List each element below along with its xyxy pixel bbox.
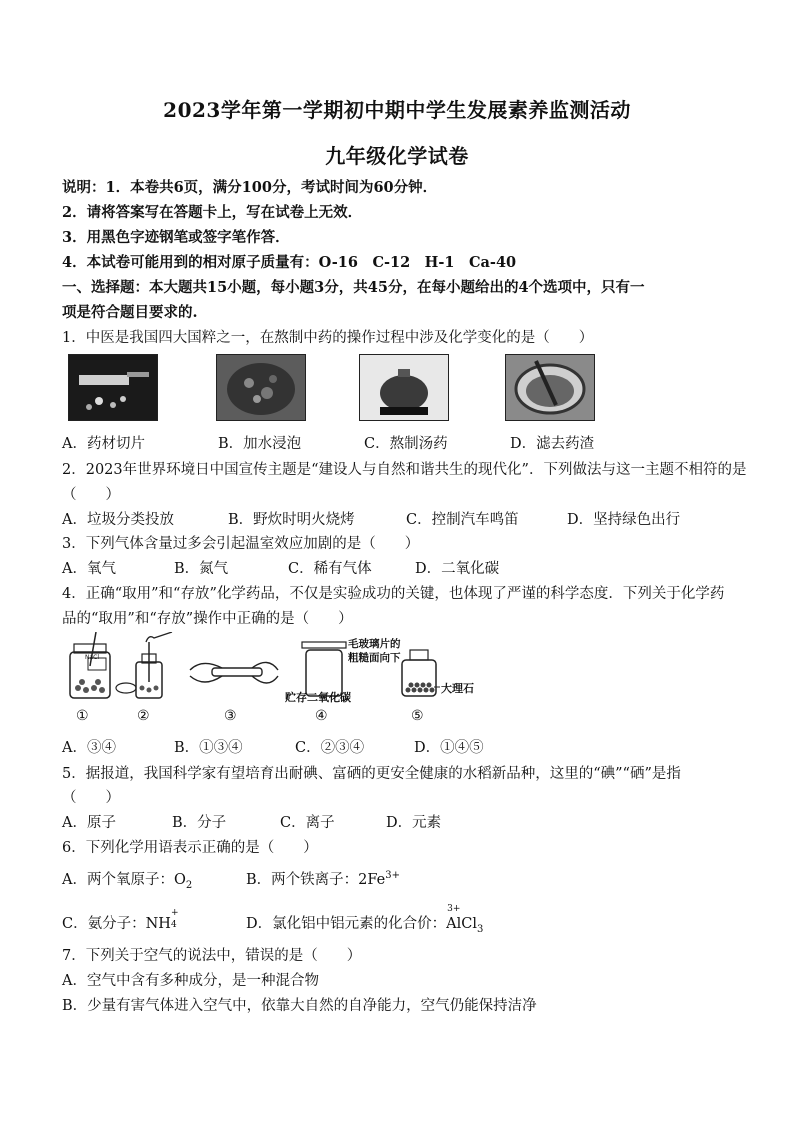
- q4-option-a: A．③④: [62, 740, 116, 756]
- q6-option-b: [246, 868, 400, 889]
- q3-option-c: C．稀有气体: [288, 561, 372, 577]
- q2-stem-line2: （ ）: [62, 487, 120, 503]
- q7-option-a: A．空气中含有多种成分，是一种混合物: [62, 973, 319, 989]
- q4-label-rough-side: 粗糙面向下: [348, 652, 401, 664]
- q4-drawing-3: [190, 662, 278, 683]
- q1-option-b: B．加水浸泡: [218, 436, 302, 452]
- q6-option-c: [62, 908, 179, 933]
- q1-option-d: D．滤去药渣: [510, 436, 595, 452]
- q6-option-b-text: B．两个铁离子：2Fe: [246, 872, 386, 888]
- q2-option-b: B．野炊时明火烧烤: [228, 512, 355, 528]
- note-1: 说明：1．本卷共6页，满分100分，考试时间为60分钟．: [62, 179, 438, 196]
- q4-number-4: ④: [315, 708, 328, 724]
- q6-option-c-superscript: +: [170, 908, 179, 918]
- q4-apparatus-drawings: [62, 632, 462, 704]
- q4-label-marble: 大理石: [441, 682, 474, 695]
- q5-option-b: B．分子: [172, 815, 227, 831]
- q4-label-co2: 贮存二氧化碳: [285, 691, 351, 704]
- q4-drawing-2: [136, 632, 172, 698]
- q6-option-d-text: D．氯化铝中铝元素的化合价：: [246, 916, 447, 932]
- q1-photo-boiling: [359, 354, 449, 421]
- q4-option-c: C．②③④: [295, 740, 365, 756]
- q6-option-d: [246, 904, 484, 935]
- q2-option-c: C．控制汽车鸣笛: [406, 512, 519, 528]
- q6-option-a: [62, 868, 192, 891]
- q5-option-d: D．元素: [386, 815, 442, 831]
- exam-subtitle: 九年级化学试卷: [325, 144, 469, 168]
- q4-number-5: ⑤: [411, 708, 424, 724]
- note-3: 3．用黑色字迹钢笔或签字笔作答．: [62, 229, 290, 246]
- q4-option-d: D．①④⑤: [414, 740, 484, 756]
- q4-drawing-5: [402, 650, 440, 696]
- exam-title: 2023学年第一学期初中期中学生发展素养监测活动: [163, 98, 631, 122]
- q1-stem: 1．中医是我国四大国粹之一，在熬制中药的操作过程中涉及化学变化的是（ ）: [62, 330, 594, 346]
- q4-stem-line2: 品的“取用”和“存放”操作中正确的是（ ）: [62, 611, 353, 627]
- q2-stem-line1: 2．2023年世界环境日中国宣传主题是“建设人与自然和谐共生的现代化”．下列做法与这一主题不相符的是: [62, 462, 747, 478]
- q4-label-glass-plate: 毛玻璃片的: [348, 638, 401, 650]
- q4-number-3: ③: [224, 708, 237, 724]
- section-heading-line1: 一、选择题：本大题共15小题，每小题3分，共45分，在每小题给出的4个选项中，只有一: [62, 279, 645, 296]
- q3-option-b: B．氮气: [174, 561, 229, 577]
- q4-option-b: B．①③④: [174, 740, 243, 756]
- q1-photo-soaking: [216, 354, 306, 421]
- q6-option-c-subscript: 4: [170, 920, 177, 930]
- q4-drawing-1: [70, 632, 136, 698]
- q6-option-d-subscript: 3: [476, 923, 484, 935]
- note-2: 2．请将答案写在答题卡上，写在试卷上无效．: [62, 204, 363, 221]
- q4-label-nacl: NaCl: [85, 654, 100, 661]
- q6-option-c-text: C．氨分子：NH: [62, 916, 171, 932]
- q6-option-d-al: Al: [446, 916, 462, 932]
- q2-option-a: A．垃圾分类投放: [62, 512, 174, 528]
- q1-option-c: C．熬制汤药: [364, 436, 448, 452]
- q1-photo-filtering: [505, 354, 595, 421]
- q1-option-a: A．药材切片: [62, 436, 145, 452]
- q5-stem-line2: （ ）: [62, 790, 120, 806]
- q4-number-2: ②: [137, 708, 150, 724]
- note-4: 4．本试卷可能用到的相对原子质量有：O-16 C-12 H-1 Ca-40: [62, 254, 517, 271]
- q6-stem: 6．下列化学用语表示正确的是（ ）: [62, 840, 318, 856]
- q5-option-c: C．离子: [280, 815, 335, 831]
- q6-option-a-text: A．两个氧原子：O: [62, 872, 186, 888]
- q7-option-b: B．少量有害气体进入空气中，依靠大自然的自净能力，空气仍能保持洁净: [62, 998, 537, 1014]
- q3-option-a: A．氧气: [62, 561, 116, 577]
- q6-option-d-valence: 3+: [447, 904, 461, 914]
- q6-option-a-subscript: 2: [185, 879, 193, 891]
- q6-option-b-superscript: 3+: [385, 870, 400, 882]
- section-heading-line2: 项是符合题目要求的.: [62, 304, 198, 321]
- q1-photo-cutting: [68, 354, 158, 421]
- q7-stem: 7．下列关于空气的说法中，错误的是（ ）: [62, 948, 362, 964]
- q4-number-1: ①: [76, 708, 89, 724]
- q4-drawing-4: [302, 642, 346, 696]
- q2-option-d: D．坚持绿色出行: [567, 512, 681, 528]
- q5-stem-line1: 5．据报道，我国科学家有望培育出耐碘、富硒的更安全健康的水稻新品种，这里的“碘”“硒”是指: [62, 766, 681, 782]
- q3-option-d: D．二氧化碳: [415, 561, 500, 577]
- q6-option-d-cl: Cl: [461, 916, 477, 932]
- q3-stem: 3．下列气体含量过多会引起温室效应加剧的是（ ）: [62, 536, 420, 552]
- q5-option-a: A．原子: [62, 815, 116, 831]
- q4-stem-line1: 4．正确“取用”和“存放”化学药品，不仅是实验成功的关键，也体现了严谨的科学态度．下列关于化学药: [62, 586, 725, 602]
